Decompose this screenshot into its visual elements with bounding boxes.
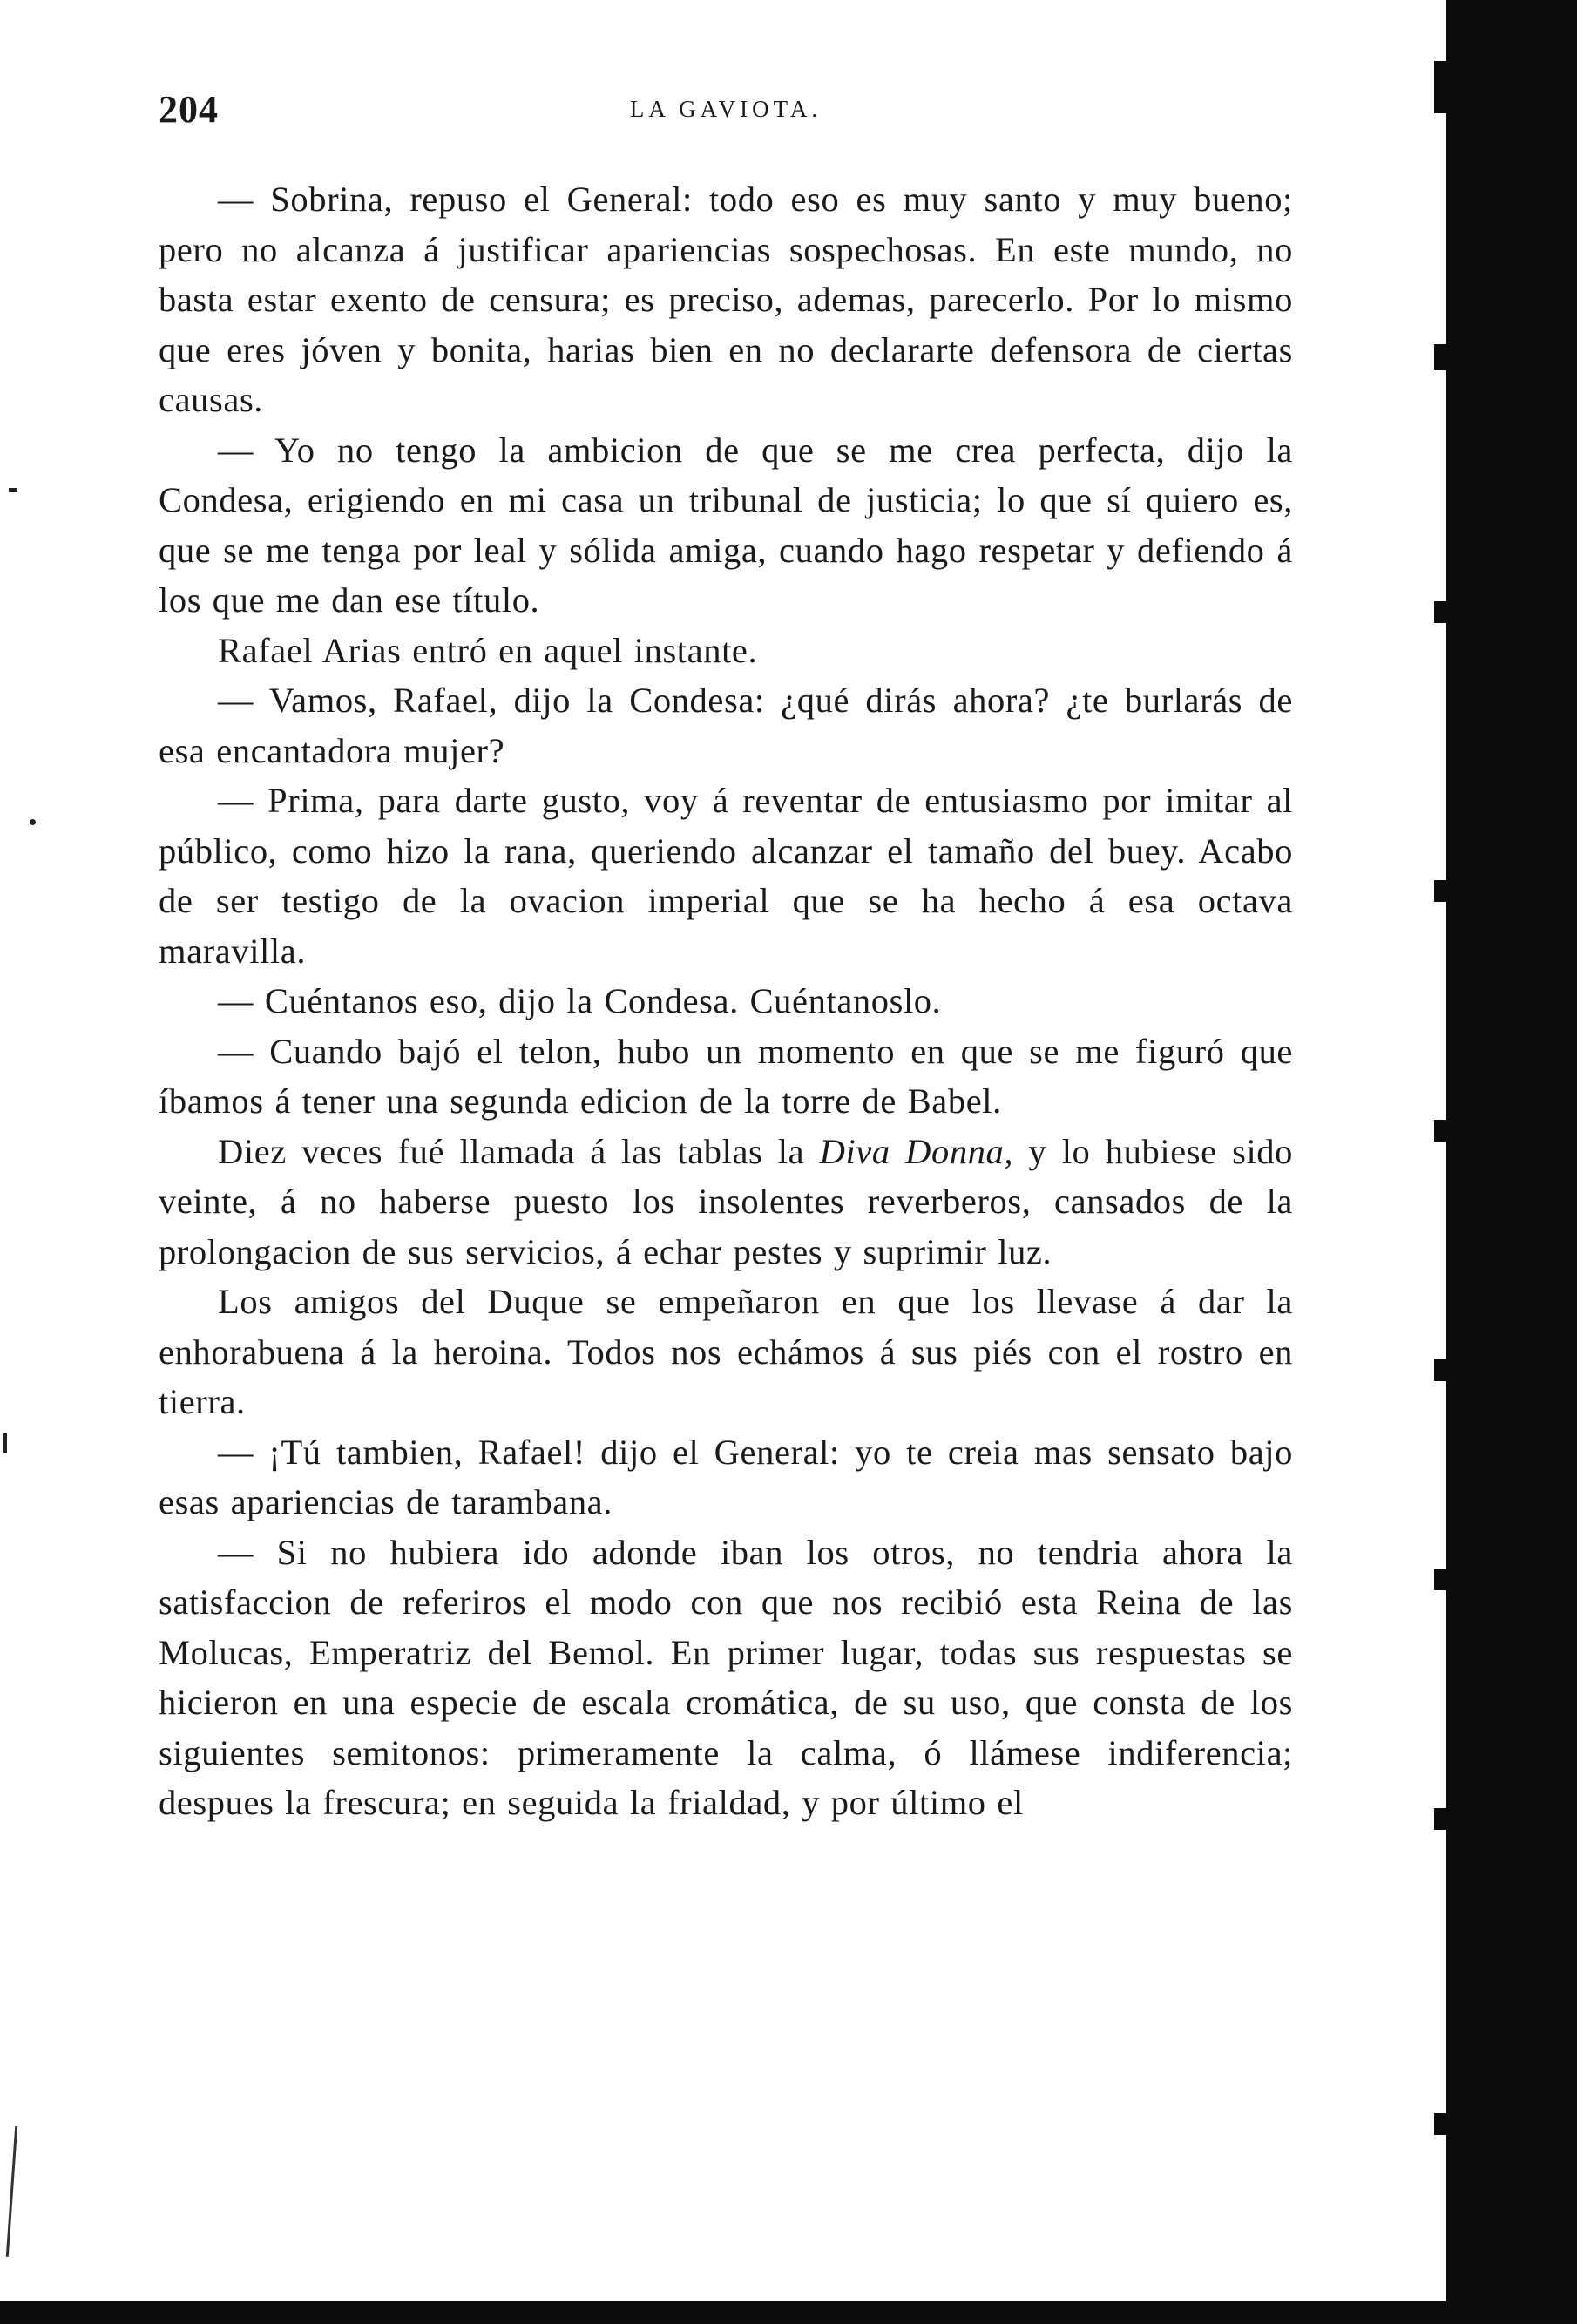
scan-edge-notch	[1434, 601, 1453, 623]
paragraph: — Si no hubiera ido adonde iban los otros, no tendria ahora la satisfaccion de referiros el modo con que nos recibió esta Reina de las Molucas, Emperatriz del Bemol. En primer lugar, todas sus respuestas se hicieron en una especie de escala cromática, de su uso, que consta de los siguientes semitonos: primeramente la calma, ó llámese indiferencia; despues la frescura; en seguida la frialdad, y por último el	[159, 1532, 1293, 1822]
scan-edge-notch	[1434, 344, 1453, 370]
page-header	[159, 87, 1293, 139]
gutter-line	[6, 2126, 17, 2257]
scan-edge-notch	[1434, 61, 1453, 113]
paragraph: Rafael Arias entró en aquel instante.	[218, 630, 758, 670]
paragraph-text: Diez veces fué llamada á las tablas la	[218, 1131, 820, 1171]
paragraph: — Cuando bajó el telon, hubo un momento en que se me figuró que íbamos á tener una segunda edicion de la torre de Babel.	[159, 1031, 1293, 1121]
scan-edge-notch	[1434, 1808, 1453, 1830]
paragraph-text: y lo hubiese sido veinte, á no haberse puesto los insolentes reverberos, cansados de la prolongacion de sus servicios, á echar pestes y suprimir luz.	[159, 1131, 1293, 1271]
margin-mark	[30, 819, 36, 825]
margin-mark	[9, 488, 17, 492]
margin-mark	[3, 1433, 7, 1453]
paragraph	[159, 1127, 1293, 1277]
scan-edge-right	[1446, 0, 1577, 2324]
paragraph: — Vamos, Rafael, dijo la Condesa: ¿qué dirás ahora? ¿te burlarás de esa encantadora mujer?	[159, 681, 1293, 770]
paragraph: — Sobrina, repuso el General: todo eso es muy santo y muy bueno; pero no alcanza á justificar apariencias sospechosas. En este mundo, no basta estar exento de censura; es preciso, ademas, parecerlo. Por lo mismo que eres jóven y bonita, harias bien en no declararte defensora de ciertas causas.	[159, 180, 1293, 419]
paragraph: — ¡Tú tambien, Rafael! dijo el General: yo te creia mas sensato bajo esas apariencias de tarambana.	[159, 1432, 1293, 1521]
scan-edge-bottom	[0, 2301, 1577, 2324]
paragraph: Los amigos del Duque se empeñaron en que los llevase á dar la enhorabuena á la heroina. Todos nos echámos á sus piés con el rostro en tierra.	[159, 1282, 1293, 1421]
scan-edge-notch	[1434, 1569, 1453, 1590]
scan-edge-notch	[1434, 1359, 1453, 1381]
running-title: LA GAVIOTA.	[629, 96, 822, 122]
paragraph: — Cuéntanos eso, dijo la Condesa. Cuéntanoslo.	[218, 981, 942, 1020]
paragraph: — Prima, para darte gusto, voy á reventar de entusiasmo por imitar al público, como hizo la rana, queriendo alcanzar el tamaño del buey. Acabo de ser testigo de la ovacion imperial que se ha hecho á esa octava maravilla.	[159, 781, 1293, 971]
page-number: 204	[159, 88, 219, 131]
body-text	[159, 174, 1293, 1828]
italic-title: Diva Donna,	[819, 1131, 1014, 1171]
paragraph: — Yo no tengo la ambicion de que se me crea perfecta, dijo la Condesa, erigiendo en mi casa un tribunal de justicia; lo que sí quiero es, que se me tenga por leal y sólida amiga, cuando hago respetar y defiendo á los que me dan ese título.	[159, 430, 1293, 620]
scan-edge-notch	[1434, 880, 1453, 902]
scan-edge-notch	[1434, 1120, 1453, 1142]
scan-edge-notch	[1434, 2113, 1453, 2135]
